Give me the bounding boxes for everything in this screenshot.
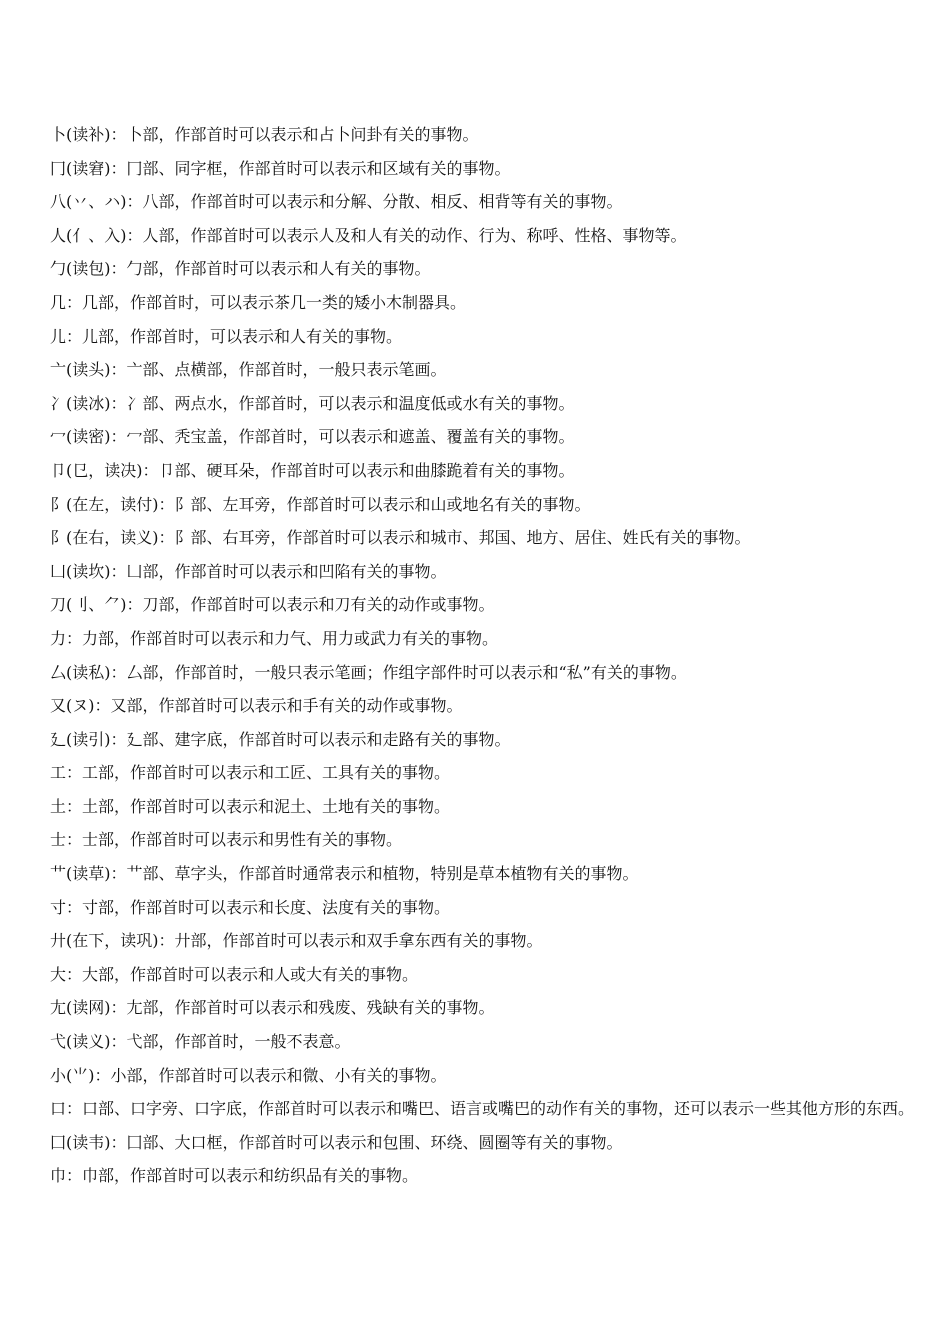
radical-entry: 土：土部，作部首时可以表示和泥土、土地有关的事物。 bbox=[50, 796, 451, 816]
radical-entry: 廴(读引)：廴部、建字底，作部首时可以表示和走路有关的事物。 bbox=[50, 729, 511, 749]
radical-entry: 几：几部，作部首时，可以表示茶几一类的矮小木制器具。 bbox=[50, 292, 467, 312]
radical-entry: 凵(读坎)：凵部，作部首时可以表示和凹陷有关的事物。 bbox=[50, 561, 447, 581]
radical-entry: 巾：巾部，作部首时可以表示和纺织品有关的事物。 bbox=[50, 1166, 419, 1186]
radical-entry: 刀(刂、⺈)：刀部，作部首时可以表示和刀有关的动作或事物。 bbox=[50, 595, 495, 615]
radical-entry: 又(ヌ)：又部，作部首时可以表示和手有关的动作或事物。 bbox=[50, 696, 463, 716]
radical-entry: 冫(读冰)：冫部、两点水，作部首时，可以表示和温度低或水有关的事物。 bbox=[50, 393, 575, 413]
radical-entry: 囗(读韦)：囗部、大口框，作部首时可以表示和包围、环绕、圆圈等有关的事物。 bbox=[50, 1132, 623, 1152]
radical-entry: 工：工部，作部首时可以表示和工匠、工具有关的事物。 bbox=[50, 763, 451, 783]
radical-entry: 八(丷、ハ)：八部，作部首时可以表示和分解、分散、相反、相背等有关的事物。 bbox=[50, 192, 623, 212]
radical-entry: 阝(在左，读付)：阝部、左耳旁，作部首时可以表示和山或地名有关的事物。 bbox=[50, 494, 591, 514]
radical-entry: 士：士部，作部首时可以表示和男性有关的事物。 bbox=[50, 830, 403, 850]
radical-entry: 艹(读草)：艹部、草字头，作部首时通常表示和植物，特别是草本植物有关的事物。 bbox=[50, 864, 639, 884]
radical-entry: 弋(读义)：弋部，作部首时，一般不表意。 bbox=[50, 1032, 351, 1052]
radical-entry: 廾(在下，读巩)：廾部，作部首时可以表示和双手拿东西有关的事物。 bbox=[50, 931, 543, 951]
radical-entry: 人(亻、入)：人部，作部首时可以表示人及和人有关的动作、行为、称呼、性格、事物等。 bbox=[50, 225, 687, 245]
radical-entry: 阝(在右，读义)：阝部、右耳旁，作部首时可以表示和城市、邦国、地方、居住、姓氏有关的事物。 bbox=[50, 528, 751, 548]
radical-entry: 厶(读私)：厶部，作部首时，一般只表示笔画；作组字部件时可以表示和“私”有关的事物。 bbox=[50, 662, 687, 682]
radical-entry: 尢(读网)：尢部，作部首时可以表示和残废、残缺有关的事物。 bbox=[50, 998, 495, 1018]
radical-entry: 口：口部、口字旁、口字底，作部首时可以表示和嘴巴、语言或嘴巴的动作有关的事物，还可以表示一些其他方形的东西。 bbox=[50, 1099, 915, 1119]
radical-entry: 冂(读窘)：冂部、同字框，作部首时可以表示和区域有关的事物。 bbox=[50, 158, 511, 178]
radical-entry: 卜(读补)：卜部，作部首时可以表示和占卜问卦有关的事物。 bbox=[50, 125, 479, 144]
radical-entry: 力：力部，作部首时可以表示和力气、用力或武力有关的事物。 bbox=[50, 628, 499, 648]
radical-entry: 寸：寸部，作部首时可以表示和长度、法度有关的事物。 bbox=[50, 897, 451, 917]
radical-entry: 勹(读包)：勹部，作部首时可以表示和人有关的事物。 bbox=[50, 259, 431, 279]
radical-entry: 亠(读头)：亠部、点横部，作部首时，一般只表示笔画。 bbox=[50, 360, 447, 380]
radical-entry: 卩(㔾，读决)：卩部、硬耳朵，作部首时可以表示和曲膝跪着有关的事物。 bbox=[50, 460, 575, 480]
radical-entry: 大：大部，作部首时可以表示和人或大有关的事物。 bbox=[50, 964, 419, 984]
radical-entry: 儿：儿部，作部首时，可以表示和人有关的事物。 bbox=[50, 326, 403, 346]
radical-list bbox=[18, 118, 930, 1193]
radical-entry: 小(⺌)：小部，作部首时可以表示和微、小有关的事物。 bbox=[50, 1065, 447, 1085]
radical-entry: 冖(读密)：冖部、秃宝盖，作部首时，可以表示和遮盖、覆盖有关的事物。 bbox=[50, 427, 575, 447]
